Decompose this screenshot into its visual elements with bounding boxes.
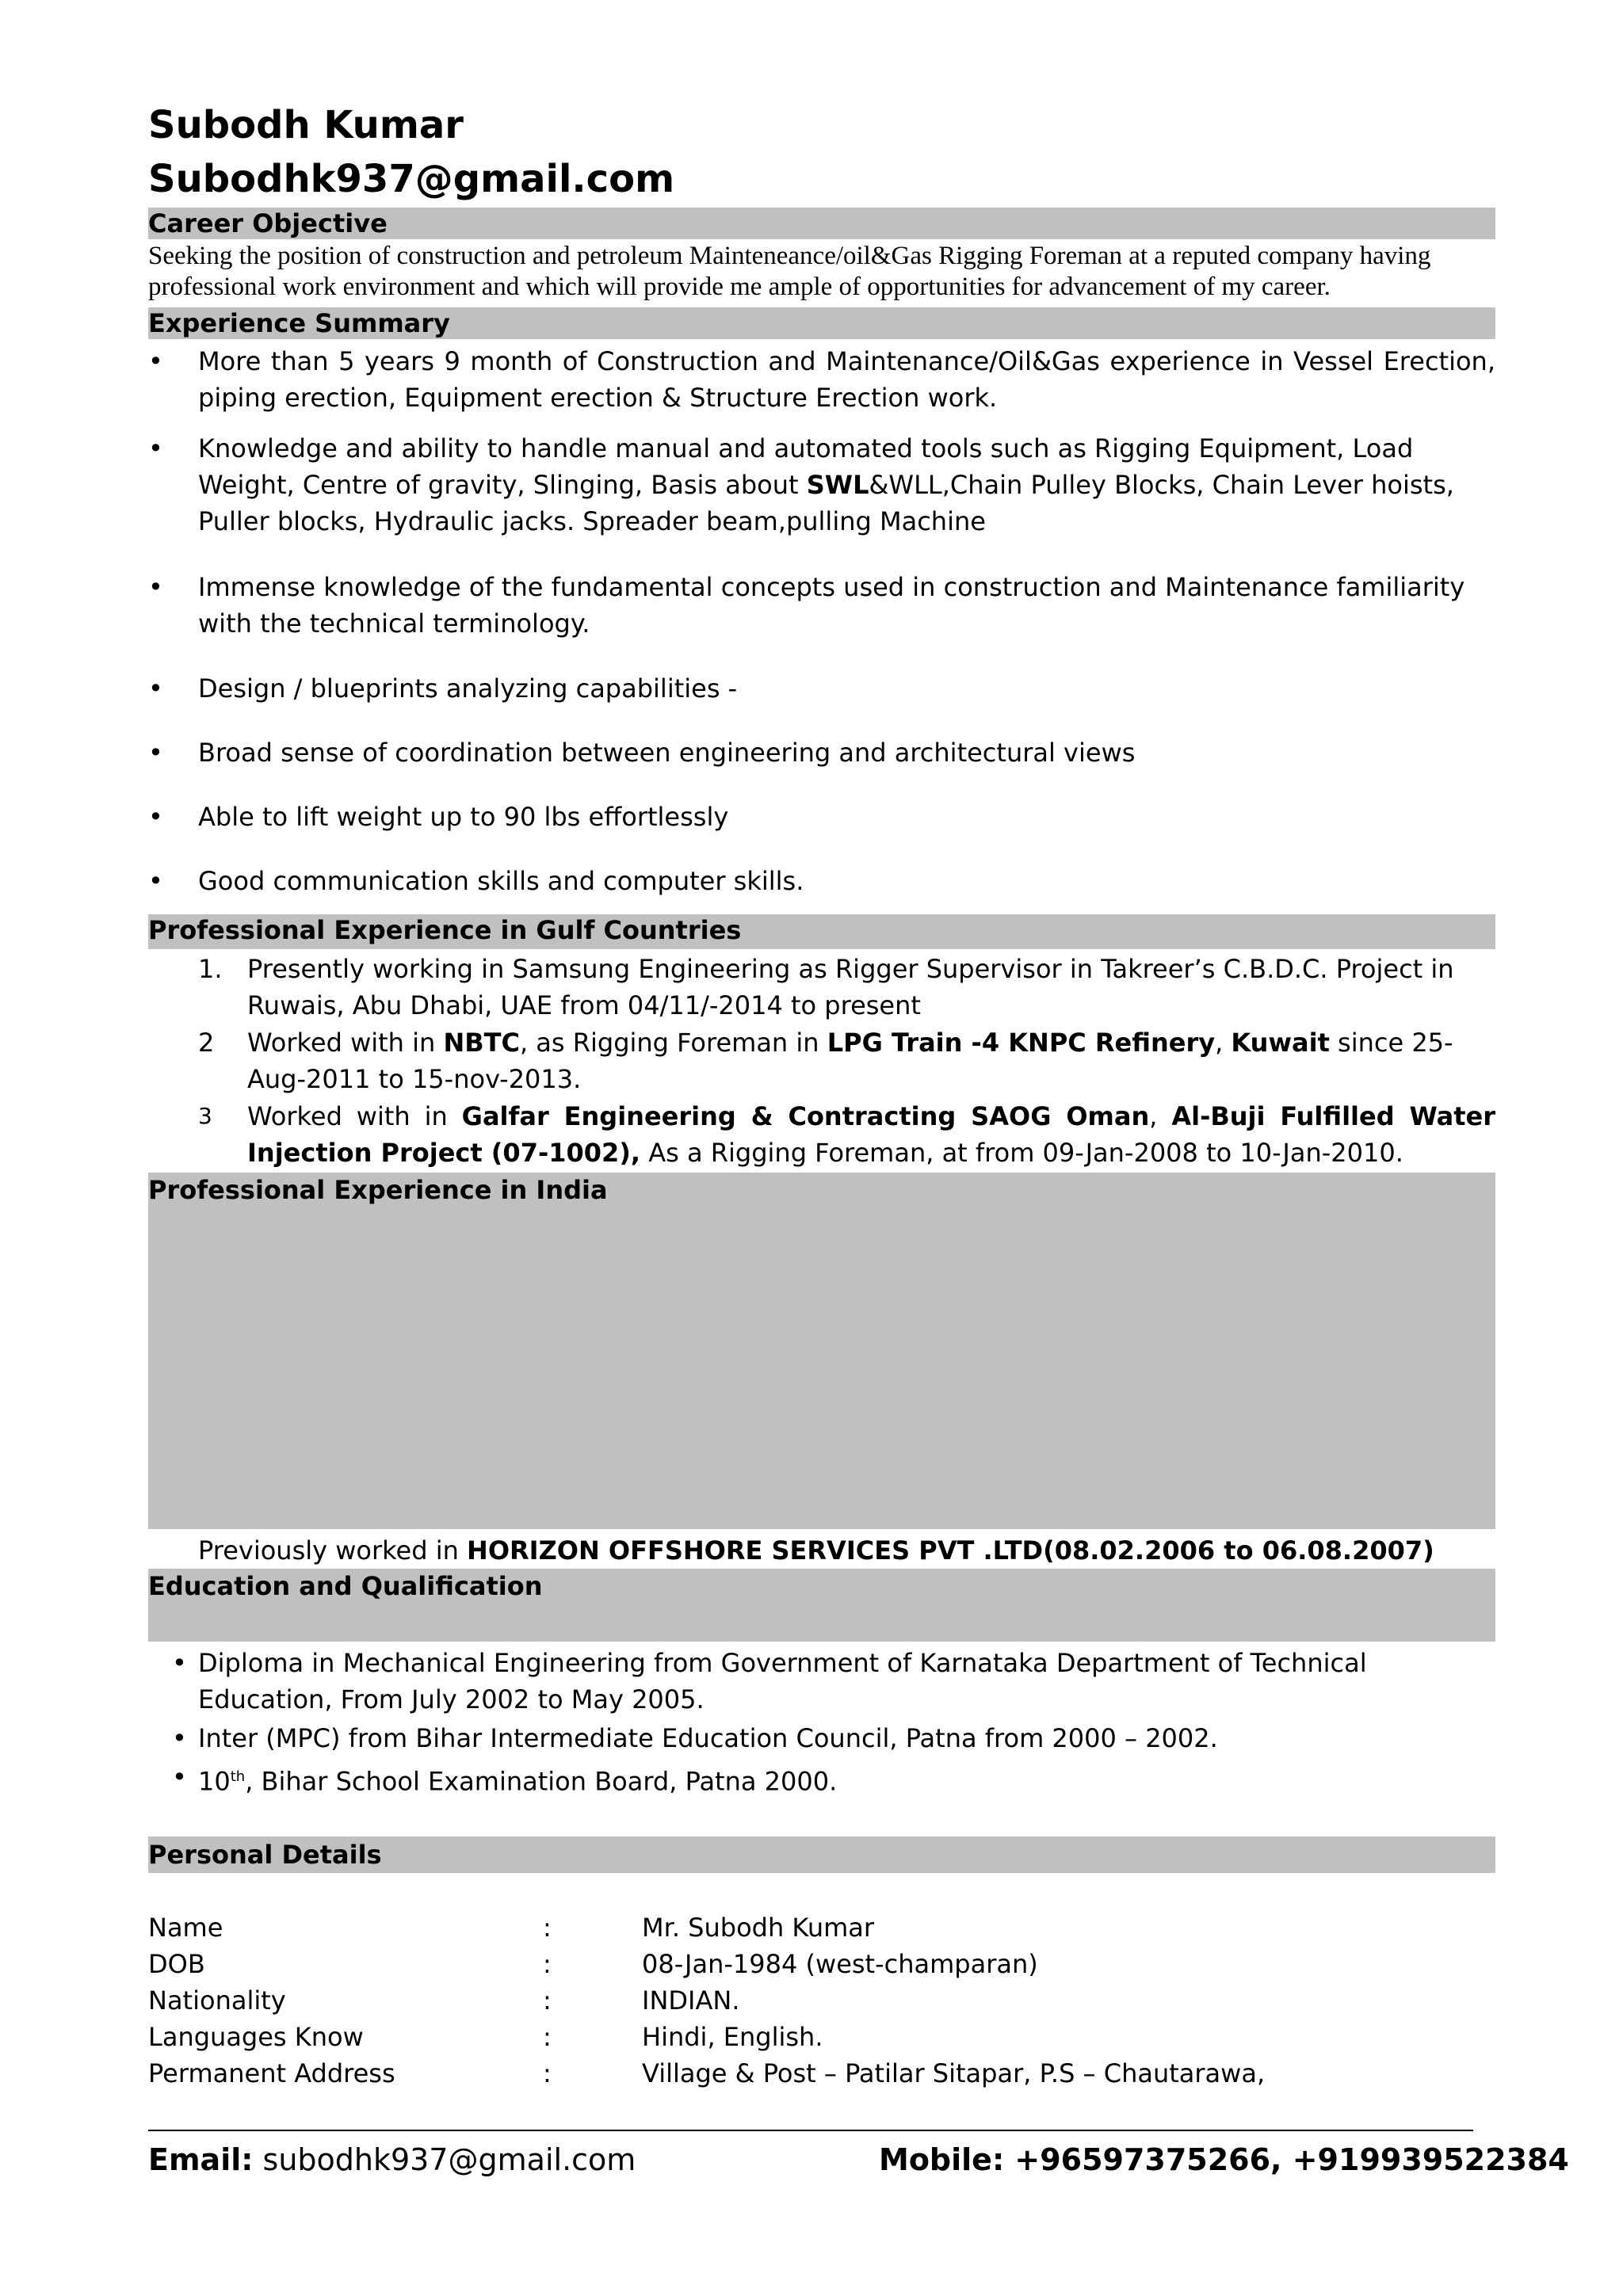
- gulf-item: [148, 1024, 1495, 1097]
- summary-item: [148, 799, 1495, 835]
- bullet-icon: •: [148, 572, 163, 602]
- education-item: [148, 1759, 1495, 1795]
- bullet-icon: •: [148, 738, 163, 768]
- footer: [148, 2139, 1569, 2180]
- personal-row-dob: DOB : 08-Jan-1984 (west-champaran): [148, 1949, 1038, 1979]
- summary-item-text: Able to lift weight up to 90 lbs effortlessly: [198, 802, 729, 832]
- gulf-item-text: Worked with in NBTC, as Rigging Foreman in LPG Train -4 KNPC Refinery, Kuwait since 25-Aug-2011 to 15-nov-2013.: [247, 1028, 1453, 1094]
- bullet-icon: •: [148, 673, 163, 704]
- career-objective-heading: Career Objective: [148, 208, 1495, 239]
- bullet-icon: •: [148, 802, 163, 832]
- summary-item: [148, 734, 1495, 771]
- personal-row-address: Permanent Address : Village & Post – Patilar Sitapar, P.S – Chautarawa,: [148, 2058, 1266, 2088]
- summary-item-text: Knowledge and ability to handle manual and automated tools such as Rigging Equipment, Load Weight, Centre of gravity, Slinging, Basis about SWL&WLL,Chain Pulley Blocks, Chain Lever hoists, Puller blocks, Hydraulic jacks. Spreader beam,pulling Machine: [198, 433, 1454, 536]
- education-item-text: Diploma in Mechanical Engineering from Government of Karnataka Department of Technical Education, From July 2002 to May 2005.: [198, 1648, 1367, 1714]
- bullet-icon: •: [172, 1648, 187, 1678]
- footer-email: Email: subodhk937@gmail.com: [148, 2142, 636, 2177]
- item-number: 1.: [198, 954, 223, 984]
- bullet-icon: •: [148, 433, 163, 463]
- summary-item-text: Design / blueprints analyzing capabilities -: [198, 673, 738, 704]
- summary-item: [148, 670, 1495, 707]
- summary-item-text: Broad sense of coordination between engineering and architectural views: [198, 738, 1136, 768]
- summary-item: [148, 343, 1495, 416]
- education-heading: Education and Qualification: [148, 1569, 1495, 1642]
- summary-item-text: Immense knowledge of the fundamental concepts used in construction and Maintenance familiarity with the technical terminology.: [198, 572, 1465, 639]
- gulf-item-text: Worked with in Galfar Engineering & Contracting SAOG Oman, Al-Buji Fulfilled Water Injection Project (07-1002), As a Rigging Foreman, at from 09-Jan-2008 to 10-Jan-2010.: [247, 1101, 1496, 1168]
- resume-page: [148, 0, 1569, 2296]
- item-number: 2: [198, 1028, 215, 1058]
- bullet-icon: •: [172, 1762, 187, 1792]
- bullet-icon: •: [172, 1723, 187, 1753]
- personal-row-nationality: Nationality : INDIAN.: [148, 1985, 740, 2016]
- summary-item-text: Good communication skills and computer skills.: [198, 866, 804, 896]
- gulf-experience-heading: Professional Experience in Gulf Countries: [148, 914, 1495, 949]
- candidate-name: Subodh Kumar: [148, 103, 464, 147]
- summary-item-text: More than 5 years 9 month of Construction and Maintenance/Oil&Gas experience in Vessel Erection, piping erection, Equipment erection & Structure Erection work.: [198, 346, 1495, 413]
- summary-item: [148, 430, 1495, 540]
- personal-details-heading: Personal Details: [148, 1836, 1495, 1873]
- footer-divider: [148, 2130, 1473, 2131]
- career-objective-text: Seeking the position of construction and petroleum Mainteneance/oil&Gas Rigging Foreman at a reputed company having professional work environment and which will provide me ample of opportunities for advancement of my career.: [148, 242, 1431, 301]
- education-item: [148, 1645, 1495, 1718]
- gulf-item: [148, 1098, 1495, 1171]
- gulf-item-text: Presently working in Samsung Engineering as Rigger Supervisor in Takreer’s C.B.D.C. Project in Ruwais, Abu Dhabi, UAE from 04/11/-2014 to present: [247, 954, 1454, 1020]
- personal-row-name: Name : Mr. Subodh Kumar: [148, 1913, 875, 1943]
- personal-row-languages: Languages Know : Hindi, English.: [148, 2022, 823, 2052]
- candidate-email: Subodhk937@gmail.com: [148, 157, 675, 201]
- summary-item: [148, 569, 1495, 642]
- education-item: [148, 1720, 1495, 1756]
- experience-summary-heading: Experience Summary: [148, 307, 1495, 339]
- education-item-text: 10th, Bihar School Examination Board, Patna 2000.: [198, 1766, 838, 1797]
- summary-item: [148, 863, 1495, 899]
- india-experience-heading: Professional Experience in India: [148, 1173, 1495, 1529]
- india-previous-employer: Previously worked in HORIZON OFFSHORE SERVICES PVT .LTD(08.02.2006 to 06.08.2007): [198, 1535, 1434, 1566]
- gulf-item: [148, 951, 1495, 1024]
- item-number: 3: [198, 1103, 212, 1129]
- footer-mobile: Mobile: +96597375266, +919939522384: [879, 2142, 1569, 2177]
- bullet-icon: •: [148, 346, 163, 376]
- bullet-icon: •: [148, 866, 163, 896]
- education-item-text: Inter (MPC) from Bihar Intermediate Education Council, Patna from 2000 – 2002.: [198, 1723, 1218, 1753]
